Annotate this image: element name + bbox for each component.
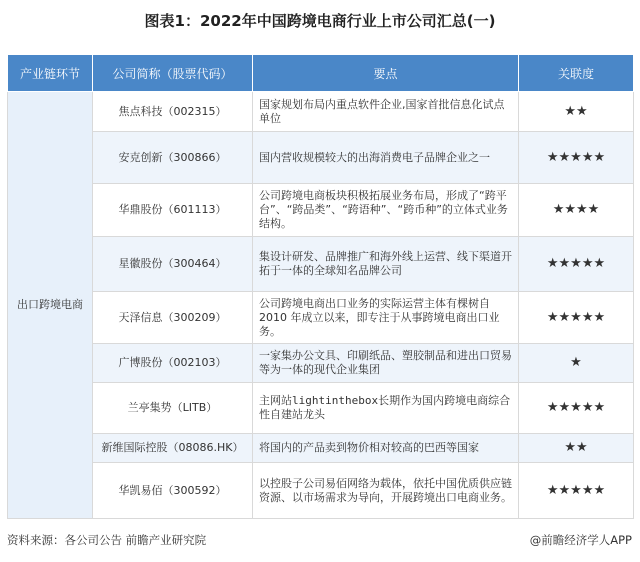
rating-cell: ★★★★	[519, 184, 634, 237]
point-cell: 将国内的产品卖到物价相对较高的巴西等国家	[253, 434, 519, 463]
company-cell: 焦点科技（002315）	[93, 92, 253, 132]
page-title: 图表1：2022年中国跨境电商行业上市公司汇总(一)	[144, 12, 496, 30]
table-header-row	[8, 55, 634, 92]
brand-credit: @前瞻经济学人APP	[529, 533, 632, 547]
table-row	[8, 434, 634, 463]
table-row	[8, 463, 634, 519]
point-cell	[253, 383, 519, 434]
site-name: lightinthebox	[292, 394, 379, 407]
table-row	[8, 184, 634, 237]
rating-cell: ★★★★★	[519, 292, 634, 344]
company-cell: 新维国际控股（08086.HK）	[93, 434, 253, 463]
table-row	[8, 292, 634, 344]
company-cell: 星徽股份（300464）	[93, 237, 253, 292]
table-row	[8, 383, 634, 434]
company-cell: 兰亭集势（LITB）	[93, 383, 253, 434]
point-cell: 以控股子公司易佰网络为载体，依托中国优质供应链资源、以市场需求为导向，开展跨境出口电商业务。	[253, 463, 519, 519]
company-cell: 安克创新（300866）	[93, 132, 253, 184]
rating-cell: ★★★★★	[519, 132, 634, 184]
company-cell: 广博股份（002103）	[93, 344, 253, 383]
point-cell: 公司跨境电商出口业务的实际运营主体有棵树自2010 年成立以来，即专注于从事跨境电商出口业务。	[253, 292, 519, 344]
header-point: 要点	[253, 55, 519, 92]
table-row	[8, 132, 634, 184]
company-cell: 天泽信息（300209）	[93, 292, 253, 344]
rating-cell: ★★★★★	[519, 383, 634, 434]
rating-cell: ★★★★★	[519, 463, 634, 519]
rating-cell: ★★	[519, 92, 634, 132]
segment-cell: 出口跨境电商	[8, 92, 93, 519]
point-cell: 国家规划布局内重点软件企业,国家首批信息化试点单位	[253, 92, 519, 132]
header-segment: 产业链环节	[8, 55, 93, 92]
header-company: 公司简称（股票代码）	[93, 55, 253, 92]
point-cell: 一家集办公文具、印刷纸品、塑胶制品和进出口贸易等为一体的现代企业集团	[253, 344, 519, 383]
point-cell: 国内营收规模较大的出海消费电子品牌企业之一	[253, 132, 519, 184]
source-note: 资料来源：各公司公告 前瞻产业研究院	[7, 533, 207, 547]
company-summary-table	[7, 54, 634, 519]
point-prefix: 主网站	[259, 394, 292, 407]
table-row	[8, 92, 634, 132]
company-cell: 华鼎股份（601113）	[93, 184, 253, 237]
rating-cell: ★★	[519, 434, 634, 463]
table-row	[8, 344, 634, 383]
point-cell: 公司跨境电商板块积极拓展业务布局，形成了“跨平台”、“跨品类”、“跨语种”、“跨币种”的立体式业务结构。	[253, 184, 519, 237]
rating-cell: ★	[519, 344, 634, 383]
point-suffix: 长期作为国内跨境电商综合性自建站龙头	[259, 394, 511, 421]
point-cell: 集设计研发、品牌推广和海外线上运营、线下渠道开拓于一体的全球知名品牌公司	[253, 237, 519, 292]
header-rating: 关联度	[519, 55, 634, 92]
table-row	[8, 237, 634, 292]
company-cell: 华凯易佰（300592）	[93, 463, 253, 519]
rating-cell: ★★★★★	[519, 237, 634, 292]
